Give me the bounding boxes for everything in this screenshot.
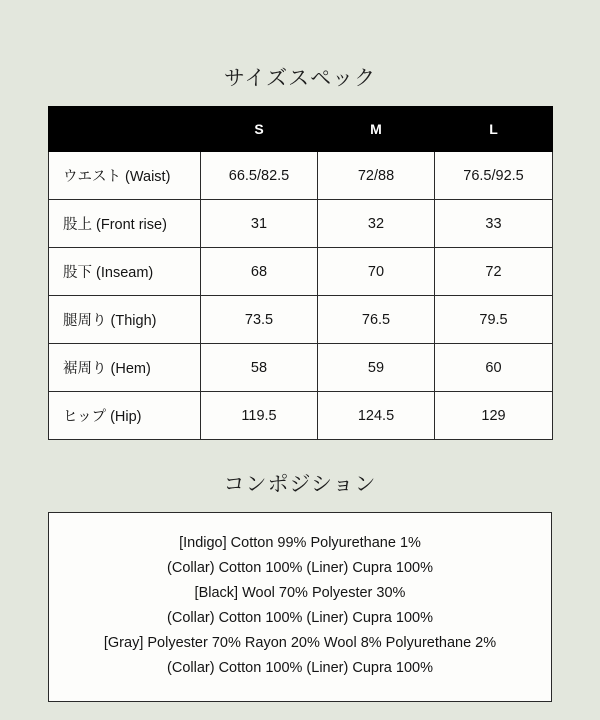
row-label-hip: ヒップ (Hip) [49, 392, 201, 440]
column-header-m: M [318, 107, 435, 152]
cell-waist-m: 72/88 [318, 152, 435, 200]
row-label-front-rise: 股上 (Front rise) [49, 200, 201, 248]
row-label-hem: 裾周り (Hem) [49, 344, 201, 392]
table-row [49, 392, 553, 440]
column-header-blank [49, 107, 201, 152]
cell-hip-m: 124.5 [318, 392, 435, 440]
cell-front-rise-m: 32 [318, 200, 435, 248]
row-label-waist: ウエスト (Waist) [49, 152, 201, 200]
cell-front-rise-s: 31 [201, 200, 318, 248]
size-spec-title: サイズスペック [223, 67, 377, 90]
column-header-l: L [435, 107, 553, 152]
cell-hip-l: 129 [435, 392, 553, 440]
composition-line: (Collar) Cotton 100% (Liner) Cupra 100% [167, 660, 433, 676]
table-row [49, 200, 553, 248]
table-row [49, 344, 553, 392]
composition-line: (Collar) Cotton 100% (Liner) Cupra 100% [167, 610, 433, 626]
size-spec-table-body [49, 152, 553, 440]
composition-title: コンポジション [223, 473, 377, 496]
composition-line: [Indigo] Cotton 99% Polyurethane 1% [179, 535, 421, 551]
composition-panel [48, 512, 552, 702]
cell-thigh-l: 79.5 [435, 296, 553, 344]
table-row [49, 152, 553, 200]
cell-hem-s: 58 [201, 344, 318, 392]
row-label-inseam: 股下 (Inseam) [49, 248, 201, 296]
cell-hem-l: 60 [435, 344, 553, 392]
cell-inseam-m: 70 [318, 248, 435, 296]
cell-hem-m: 59 [318, 344, 435, 392]
size-spec-table [48, 106, 553, 440]
cell-waist-l: 76.5/92.5 [435, 152, 553, 200]
table-row [49, 296, 553, 344]
cell-waist-s: 66.5/82.5 [201, 152, 318, 200]
composition-line: [Gray] Polyester 70% Rayon 20% Wool 8% Polyurethane 2% [103, 635, 497, 651]
table-header-row [49, 107, 553, 152]
cell-front-rise-l: 33 [435, 200, 553, 248]
cell-thigh-m: 76.5 [318, 296, 435, 344]
column-header-s: S [201, 107, 318, 152]
size-spec-table-head [49, 107, 553, 152]
table-row [49, 248, 553, 296]
cell-inseam-s: 68 [201, 248, 318, 296]
row-label-thigh: 腿周り (Thigh) [49, 296, 201, 344]
cell-thigh-s: 73.5 [201, 296, 318, 344]
cell-inseam-l: 72 [435, 248, 553, 296]
composition-line: (Collar) Cotton 100% (Liner) Cupra 100% [167, 560, 433, 576]
composition-line: [Black] Wool 70% Polyester 30% [194, 585, 406, 601]
cell-hip-s: 119.5 [201, 392, 318, 440]
